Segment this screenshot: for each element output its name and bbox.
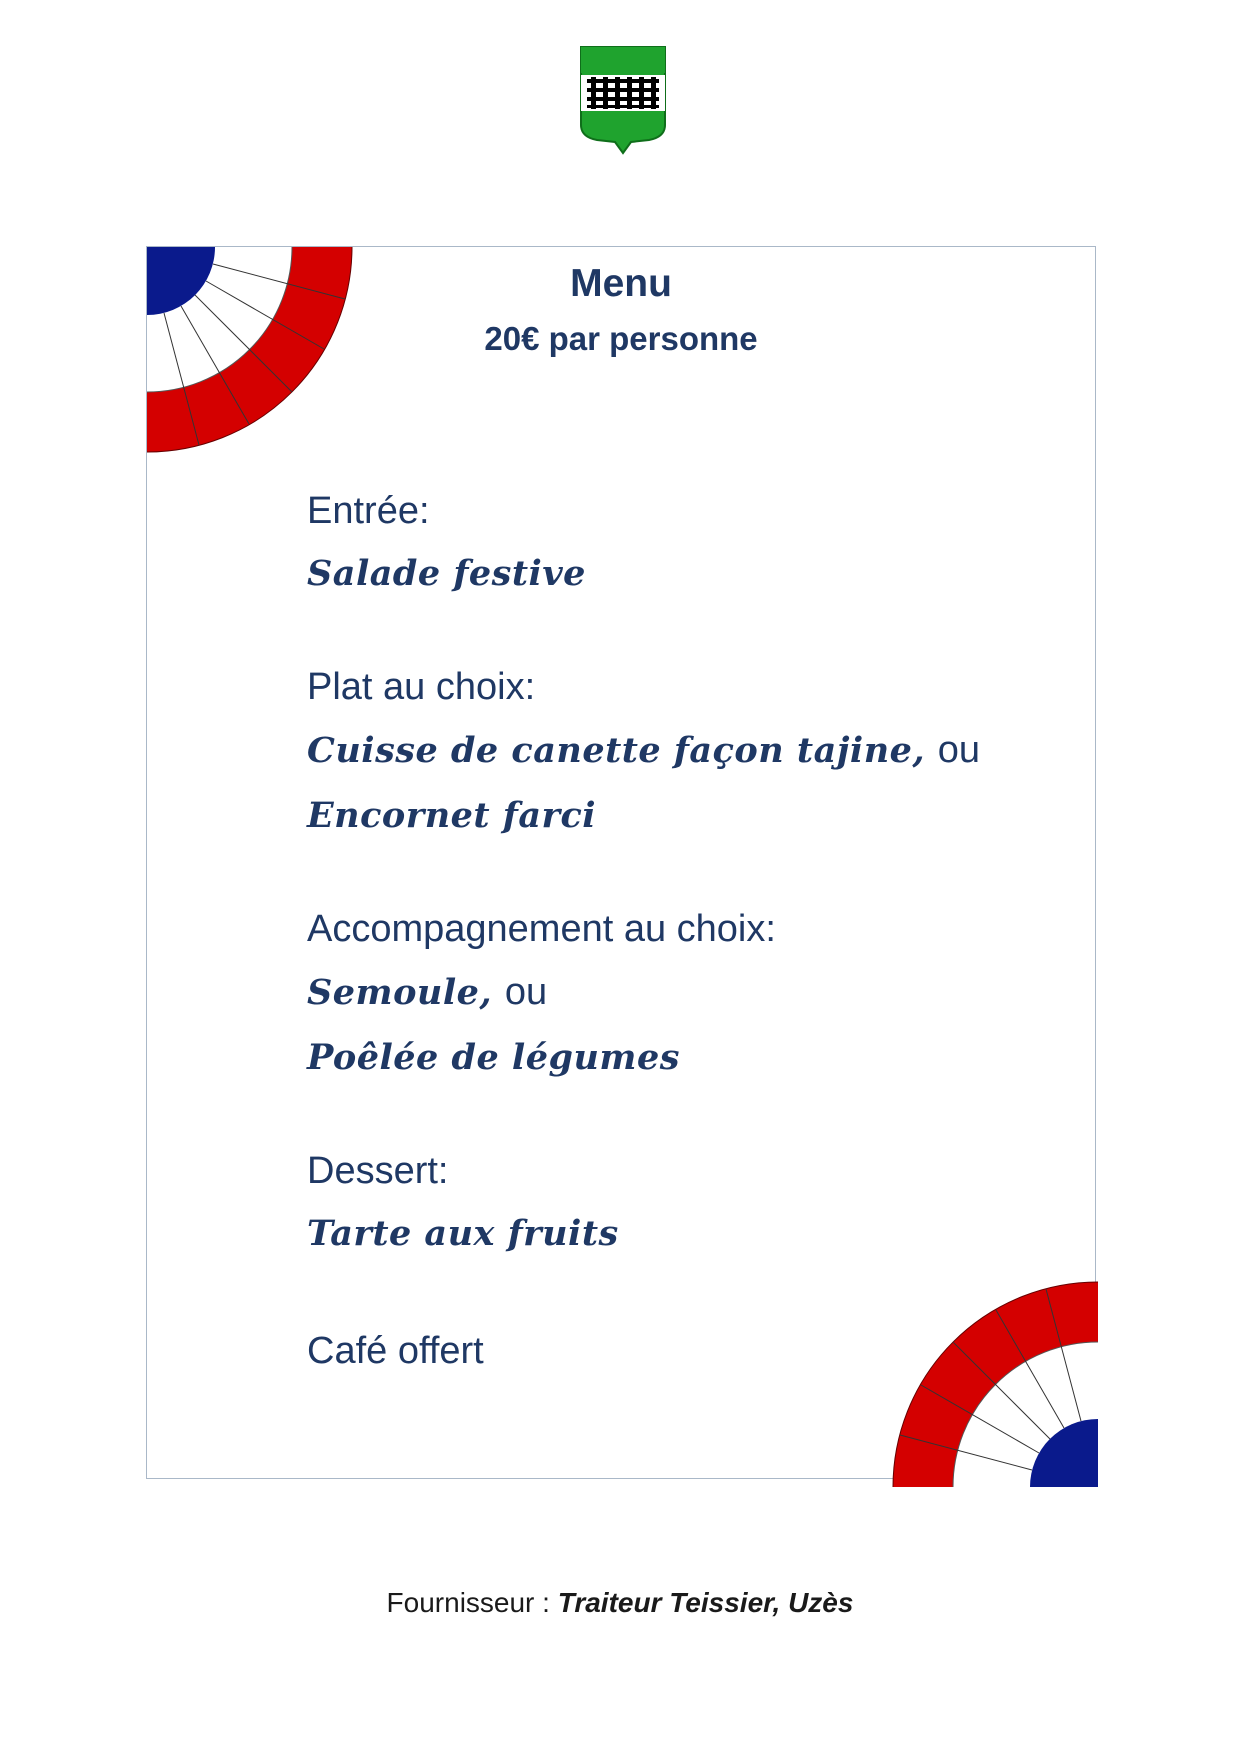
or-label: ou [504,971,548,1013]
plat-option-1: Cuisse de canette façon tajine, [307,730,926,771]
accompagnement-option-2: Poêlée de légumes [307,1037,680,1078]
plat-option [307,729,980,772]
supplier-name: Traiteur Teissier, Uzès [557,1587,854,1618]
price-subtitle: 20€ par personne [484,320,758,357]
cafe-label: Café offert [307,1330,484,1372]
accompagnement-option-1: Semoule, [307,972,493,1013]
dessert-dish: Tarte aux fruits [307,1213,619,1254]
plat-option-2: Encornet farci [307,795,597,836]
entree-label: Entrée: [307,490,430,532]
entree-dish: Salade festive [307,553,586,594]
plat-label: Plat au choix: [307,666,536,708]
page-title: Menu [570,262,672,305]
tricolor-rosette-icon [888,1275,1098,1487]
accompagnement-label: Accompagnement au choix: [307,908,776,950]
coat-of-arms-icon [579,45,667,155]
supplier-footer [0,1587,1240,1619]
or-label: ou [937,729,981,771]
dessert-label: Dessert: [307,1150,449,1192]
accompagnement-option [307,971,547,1014]
supplier-prefix: Fournisseur : [386,1587,558,1618]
